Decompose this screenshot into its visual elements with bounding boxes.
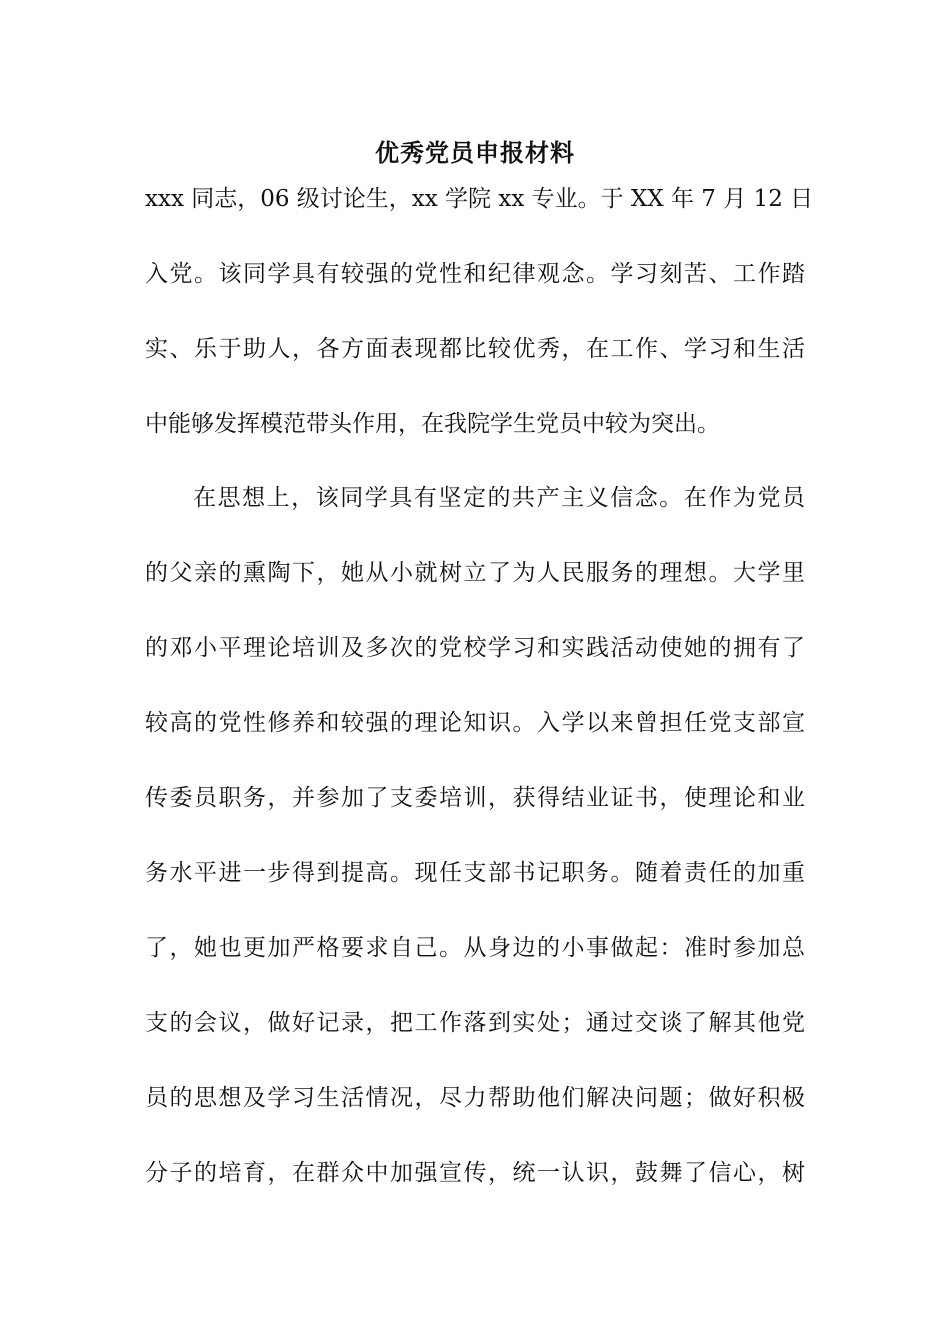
paragraph-line: 支的会议，做好记录，把工作落到实处；通过交谈了解其他党 [145, 1010, 805, 1036]
paragraph-line: 较高的党性修养和较强的理论知识。入学以来曾担任党支部宣 [145, 710, 805, 736]
paragraph-line: 分子的培育，在群众中加强宣传，统一认识，鼓舞了信心，树 [145, 1160, 805, 1186]
paragraph-line: 的邓小平理论培训及多次的党校学习和实践活动使她的拥有了 [145, 635, 805, 661]
document-title: 优秀党员申报材料 [375, 139, 575, 167]
paragraph-line: 了，她也更加严格要求自己。从身边的小事做起：准时参加总 [145, 935, 805, 961]
paragraph-line: 在思想上，该同学具有坚定的共产主义信念。在作为党员 [193, 485, 805, 511]
paragraph-line: 入党。该同学具有较强的党性和纪律观念。学习刻苦、工作踏 [145, 261, 805, 287]
paragraph-line: 务水平进一步得到提高。现任支部书记职务。随着责任的加重 [145, 860, 805, 886]
paragraph-line: 传委员职务，并参加了支委培训，获得结业证书，使理论和业 [145, 785, 805, 811]
paragraph-line: 员的思想及学习生活情况，尽力帮助他们解决问题；做好积极 [145, 1085, 805, 1111]
paragraph-line: 实、乐于助人，各方面表现都比较优秀，在工作、学习和生活 [145, 336, 805, 362]
paragraph-line: xxx 同志，06 级讨论生，xx 学院 xx 专业。于 XX 年 7 月 12 日 [145, 186, 814, 212]
paragraph-line: 的父亲的熏陶下，她从小就树立了为人民服务的理想。大学里 [145, 560, 805, 586]
paragraph-line: 中能够发挥模范带头作用，在我院学生党员中较为突出。 [145, 411, 720, 437]
